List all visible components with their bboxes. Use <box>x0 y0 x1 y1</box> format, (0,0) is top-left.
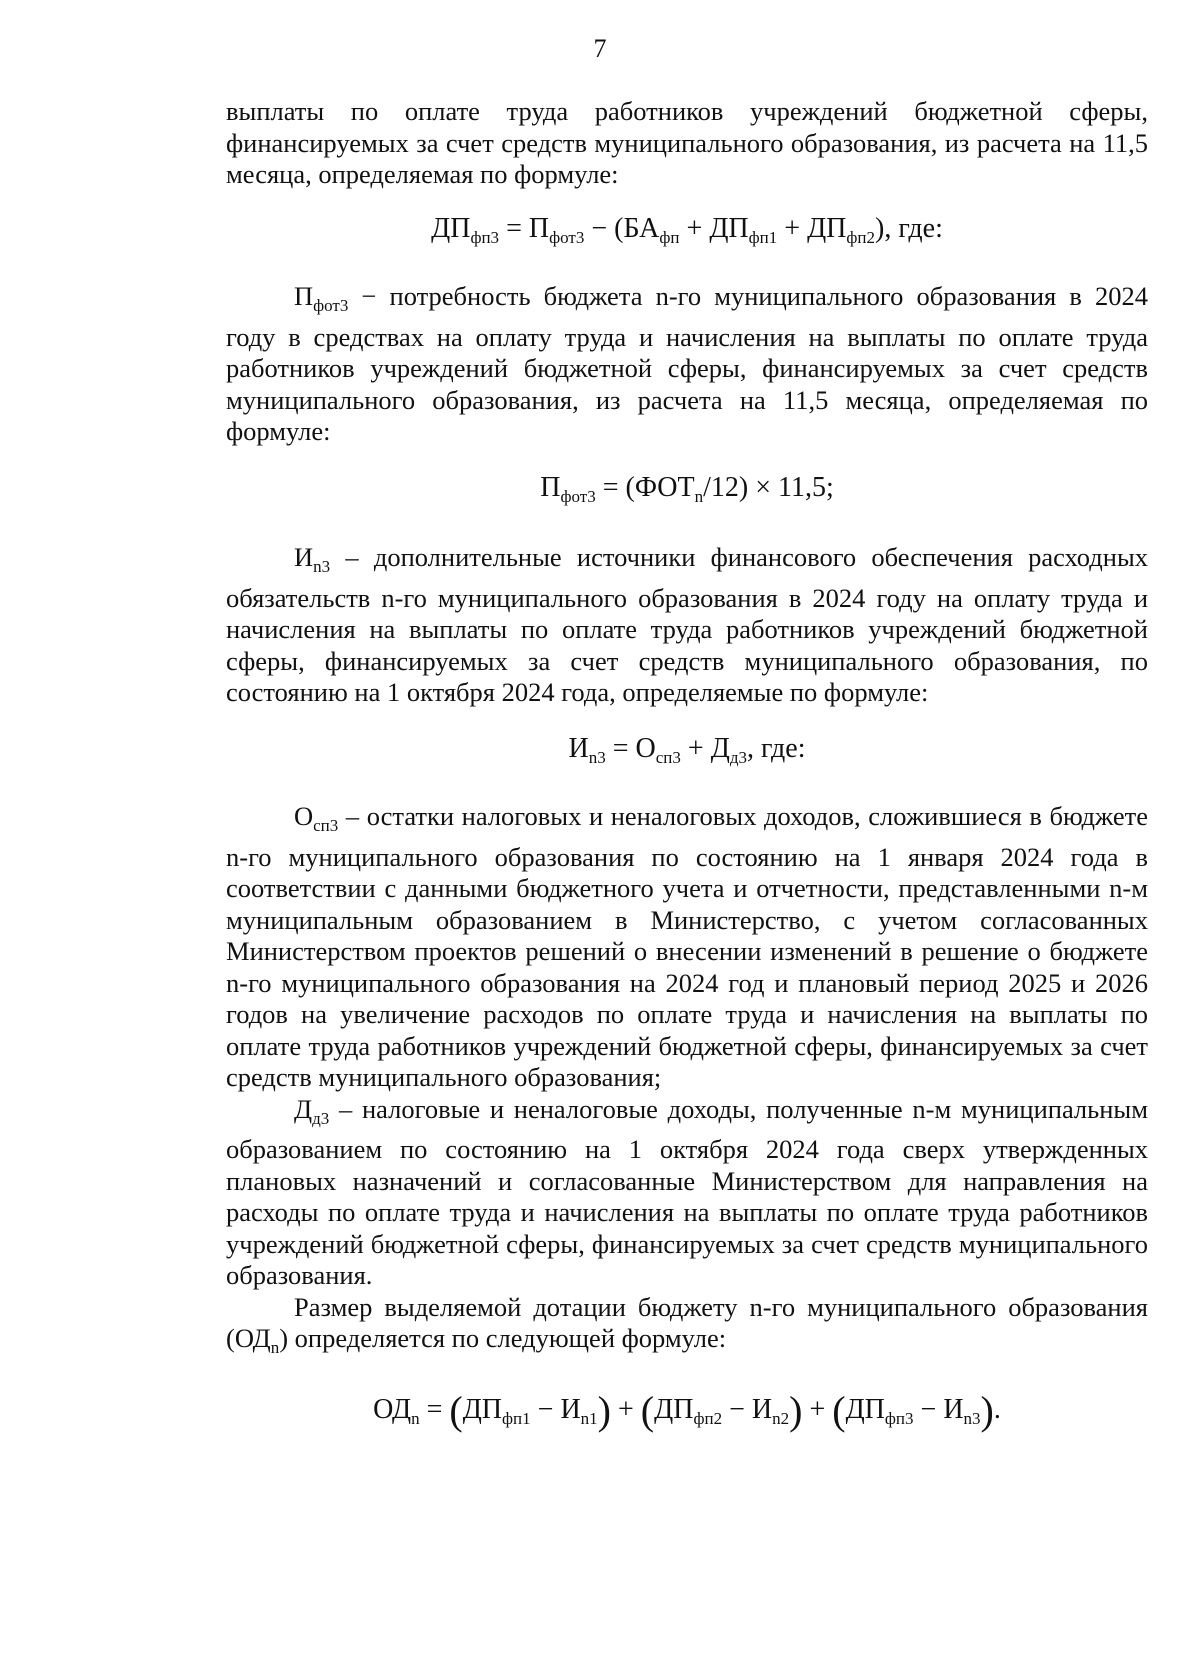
formula-term: $О_{сп3}$ <box>635 732 681 767</box>
formula-lhs: $И_{n3}$ <box>568 732 606 767</box>
definition-symbol: $Д_{д3}$ <box>294 1093 330 1128</box>
formula-term: $П_{фот3}$ <box>528 212 585 247</box>
formula-pfot3: $П_{фот3} = (ФОТ_n/12) \times 11,5$; <box>540 471 834 506</box>
formula-dp-fp3: $ДП_{фп3} = П_{фот3} - (БА_{фп} + ДП_{фп1} + ДП_{фп2})$, где: <box>431 212 943 247</box>
formula-odn: $ОД_n = (ДП_{фп1} - И_{n1}) + (ДП_{фп2} - И_{n2}) + (ДП_{фп3} - И_{n3})$. <box>373 1387 1001 1433</box>
definition-symbol: $И_{n3}$ <box>294 542 331 576</box>
formula-lhs: $П_{фот3}$ <box>540 471 596 506</box>
definition-symbol: $О_{сп3}$ <box>294 801 339 835</box>
definition-symbol: $П_{фот3}$ <box>294 281 349 315</box>
size-paragraph: Размер выделяемой дотации бюджету n-го муниципального образования $(ОД_n)$ определяется по следующей формуле: <box>226 1291 1148 1357</box>
intro-paragraph: выплаты по оплате труда работников учреждений бюджетной сферы, финансируемых за счет средств муниципального образования, из расчета на 11,5 месяца, определяемая по формуле: <box>226 96 1148 189</box>
document-body <box>226 96 1148 1434</box>
formula-term: $И_{n2}$ <box>751 1393 790 1428</box>
definition-in3: $И_{n3}$ – дополнительные источники финансового обеспечения расходных обязательств n-го муниципального образования в 2024 году на оплату труда и начисления на выплаты по оплате труда работников учреждений бюджетной сферы, финансируемых за счет средств муниципального образования, по состоянию на 1 октября 2024 года, определяемые по формуле: <box>226 542 1148 707</box>
formula-term: $ДП_{фп2}$ <box>807 212 876 247</box>
formula-lhs: $ДП_{фп3}$ <box>431 212 500 247</box>
page-number: 7 <box>593 34 607 63</box>
formula-term: $И_{n1}$ <box>560 1393 598 1428</box>
formula-term: $Д_{д3}$ <box>710 732 747 767</box>
formula-term: $И_{n3}$ <box>943 1393 981 1428</box>
definition-dd3: $Д_{д3}$ – налоговые и неналоговые доходы, полученные n-м муниципальным образованием по состоянию на 1 октября 2024 года сверх утвержденных плановых назначений и согласованные Министерством для направления на расходы по оплате труда и начисления на выплаты по оплате труда работников учреждений бюджетной сферы, финансируемых за счет средств муниципального образования. <box>226 1093 1148 1290</box>
definition-osp3: $О_{сп3}$ – остатки налоговых и неналоговых доходов, сложившиеся в бюджете n-го муниципального образования по состоянию на 1 января 2024 года в соответствии с данными бюджетного учета и отчетности, представленными n-м муниципальным образованием в Министерство, с учетом согласованных Министерством проектов решений о внесении изменений в решение о бюджете n-го муниципального образования на 2024 год и плановый период 2025 и 2026 годов на увеличение расходов по оплате труда и начисления на выплаты по оплате труда работников учреждений бюджетной сферы, финансируемых за счет средств муниципального образования; <box>226 801 1148 1092</box>
formula-in3: $И_{n3} = О_{сп3} + Д_{д3}$, где: <box>568 732 806 767</box>
definition-pfot3: $П_{фот3}$ − потребность бюджета n-го муниципального образования в 2024 году в средствах на оплату труда и начисления на выплаты по оплате труда работников учреждений бюджетной сферы, финансируемых за счет средств муниципального образования, из расчета на 11,5 месяца, определяемая по формуле: <box>226 281 1148 446</box>
formula-term: $ДП_{фп3}$ <box>845 1393 914 1428</box>
formula-term: $БА_{фп}$ <box>623 212 680 247</box>
formula-term: $ДП_{фп1}$ <box>462 1393 531 1428</box>
formula-term: $ДП_{фп1}$ <box>709 212 778 247</box>
formula-lhs: $ОД_n$ <box>373 1393 420 1428</box>
formula-term: $ДП_{фп2}$ <box>654 1393 723 1428</box>
